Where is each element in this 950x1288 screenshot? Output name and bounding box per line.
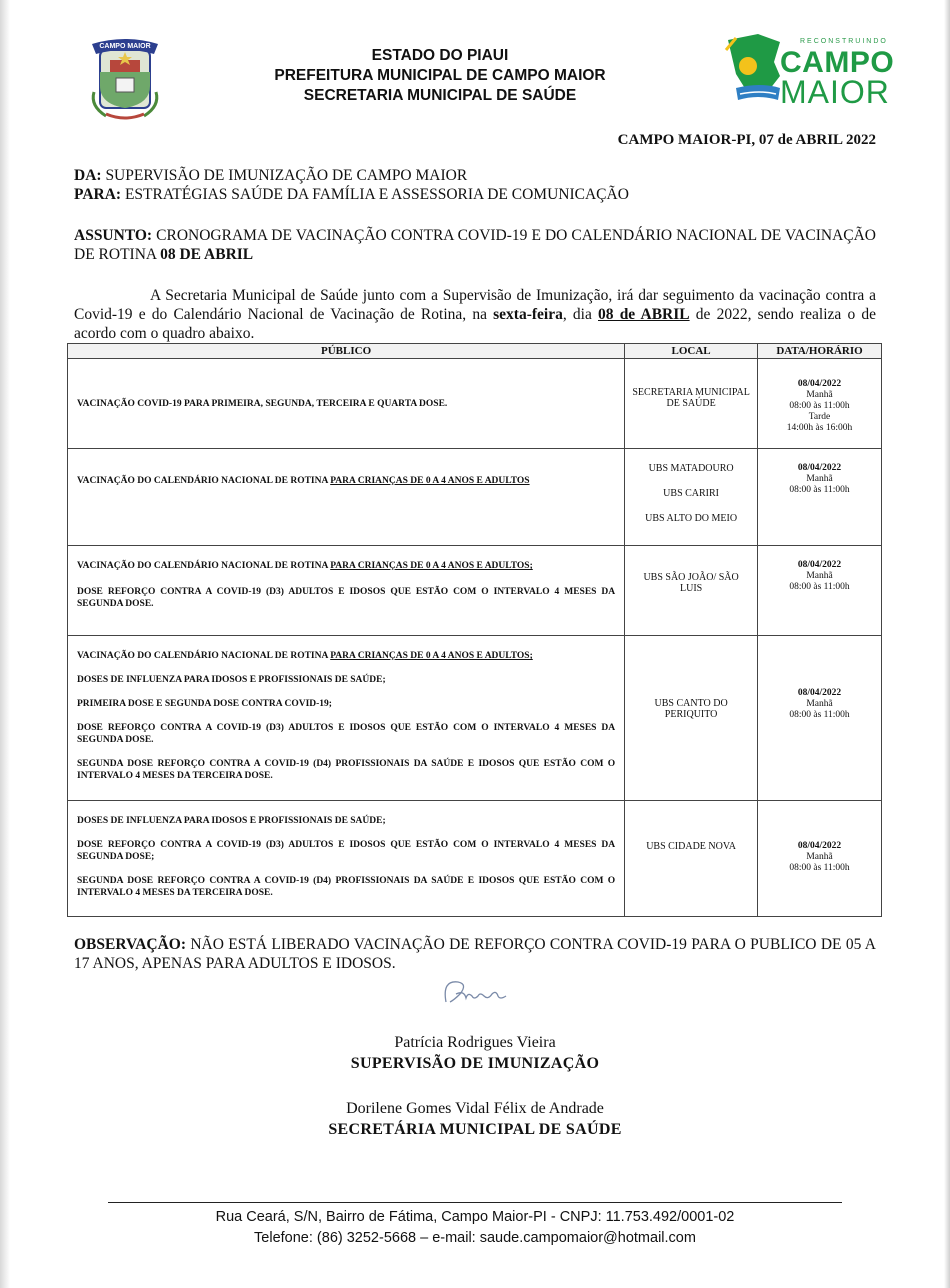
date-text: 08/04/2022 xyxy=(797,841,842,851)
local-cell xyxy=(625,449,758,546)
letterhead xyxy=(200,46,680,106)
signatory-name: Dorilene Gomes Vidal Félix de Andrade xyxy=(346,1100,604,1117)
publico-cell xyxy=(68,801,625,917)
data-cell xyxy=(758,449,882,546)
crest-banner-text: CAMPO MAIOR xyxy=(99,43,151,50)
to-value: ESTRATÉGIAS SAÚDE DA FAMÍLIA E ASSESSORIA DE COMUNICAÇÃO xyxy=(121,186,629,203)
to-line xyxy=(74,185,629,204)
publico-underlined: PARA CRIANÇAS DE 0 A 4 ANOS E ADULTOS; xyxy=(330,651,533,661)
table-row xyxy=(68,636,882,801)
date-text: 08/04/2022 xyxy=(797,379,842,389)
header-secretariat: SECRETARIA MUNICIPAL DE SAÚDE xyxy=(303,87,577,104)
data-cell xyxy=(758,801,882,917)
intro-date: 08 de ABRIL xyxy=(598,306,690,323)
signatory-name: Patrícia Rodrigues Vieira xyxy=(394,1034,556,1051)
publico-cell xyxy=(68,359,625,449)
period-text: Tarde xyxy=(808,412,831,422)
logo-tagline: RECONSTRUINDO xyxy=(800,38,888,45)
local-text: SECRETARIA MUNICIPAL DE SAÚDE xyxy=(632,387,750,409)
publico-text: PRIMEIRA DOSE E SEGUNDA DOSE CONTRA COVID-19; xyxy=(77,699,332,709)
to-label: PARA: xyxy=(74,186,122,203)
period-text: Manhã xyxy=(806,571,833,581)
signatory-block-1 xyxy=(200,1032,750,1074)
footer xyxy=(100,1207,850,1249)
from-value: SUPERVISÃO DE IMUNIZAÇÃO DE CAMPO MAIOR xyxy=(101,167,468,184)
subject-label: ASSUNTO: xyxy=(74,227,153,244)
publico-text xyxy=(77,475,615,487)
local-text: UBS SÃO JOÃO/ SÃO LUIS xyxy=(643,572,739,594)
publico-prefix: VACINAÇÃO DO CALENDÁRIO NACIONAL DE ROTINA xyxy=(77,561,331,571)
publico-cell xyxy=(68,636,625,801)
intro-text: A Secretaria Municipal de Saúde junto com a Supervisão de Imunização, irá dar seguimento da vacinação contra a Covid-19 e do Calendário Nacional de Vacinação de Rotina, na xyxy=(74,287,876,323)
period-text: Manhã xyxy=(806,474,833,484)
publico-text: DOSE REFORÇO CONTRA A COVID-19 (D3) ADULTOS E IDOSOS QUE ESTÃO COM O INTERVALO 4 MESES DA SEGUNDA DOSE. xyxy=(77,723,616,745)
observation-text: NÃO ESTÁ LIBERADO VACINAÇÃO DE REFORÇO CONTRA COVID-19 PARA O PUBLICO DE 05 A 17 ANOS, APENAS PARA ADULTOS E IDOSOS. xyxy=(74,936,876,972)
subject-value: CRONOGRAMA DE VACINAÇÃO CONTRA COVID-19 E DO CALENDÁRIO NACIONAL DE VACINAÇÃO DE ROTINA xyxy=(74,227,876,263)
handwritten-signature-icon xyxy=(438,972,518,1012)
addressing-block xyxy=(74,166,629,204)
logo-word-campo: CAMPO xyxy=(780,46,895,79)
hours-text: 08:00 às 11:00h xyxy=(789,485,850,495)
data-cell xyxy=(758,636,882,801)
intro-text: de 2022, sendo realiza o de acordo com o quadro abaixo. xyxy=(74,306,876,342)
period-text: Manhã xyxy=(806,852,833,862)
publico-prefix: VACINAÇÃO DO CALENDÁRIO NACIONAL DE ROTINA xyxy=(77,651,331,661)
publico-underlined: PARA CRIANÇAS DE 0 A 4 ANOS E ADULTOS; xyxy=(330,561,533,571)
table-row xyxy=(68,801,882,917)
publico-text xyxy=(77,560,615,572)
local-text: UBS CANTO DO PERIQUITO xyxy=(654,698,728,720)
publico-underlined: PARA CRIANÇAS DE 0 A 4 ANOS E ADULTOS xyxy=(330,476,530,486)
hours-text: 14:00h às 16:00h xyxy=(786,423,853,433)
local-text: UBS MATADOURO xyxy=(648,463,734,474)
observation-label: OBSERVAÇÃO: xyxy=(74,936,186,953)
date-text: 08/04/2022 xyxy=(797,688,842,698)
table-row xyxy=(68,546,882,636)
publico-text: DOSES DE INFLUENZA PARA IDOSOS E PROFISSIONAIS DE SAÚDE; xyxy=(77,675,386,685)
municipal-crest-icon xyxy=(86,32,164,122)
publico-text: VACINAÇÃO COVID-19 PARA PRIMEIRA, SEGUNDA, TERCEIRA E QUARTA DOSE. xyxy=(77,398,448,409)
signatory-role: SUPERVISÃO DE IMUNIZAÇÃO xyxy=(350,1055,600,1072)
publico-cell xyxy=(68,449,625,546)
publico-text: SEGUNDA DOSE REFORÇO CONTRA A COVID-19 (D4) PROFISSIONAIS DA SAÚDE E IDOSOS QUE ESTÃO COM O INTERVALO 4 MESES DA TERCEIRA DOSE. xyxy=(77,876,616,898)
column-header-data: DATA/HORÁRIO xyxy=(758,344,882,359)
local-cell xyxy=(625,801,758,917)
page-edge-shadow xyxy=(944,0,950,1288)
header-prefecture: PREFEITURA MUNICIPAL DE CAMPO MAIOR xyxy=(274,67,606,84)
observation-note xyxy=(74,935,876,973)
intro-weekday: sexta-feira xyxy=(493,306,563,323)
publico-text: SEGUNDA DOSE REFORÇO CONTRA A COVID-19 (D4) PROFISSIONAIS DA SAÚDE E IDOSOS QUE ESTÃO COM O INTERVALO 4 MESES DA TERCEIRA DOSE. xyxy=(77,759,616,781)
from-line xyxy=(74,166,629,185)
publico-text: DOSES DE INFLUENZA PARA IDOSOS E PROFISSIONAIS DE SAÚDE; xyxy=(77,816,386,826)
column-header-publico: PÚBLICO xyxy=(68,344,625,359)
period-text: Manhã xyxy=(806,699,833,709)
publico-cell xyxy=(68,546,625,636)
logo-word-maior: MAIOR xyxy=(780,74,890,110)
hours-text: 08:00 às 11:00h xyxy=(789,863,850,873)
publico-text: DOSE REFORÇO CONTRA A COVID-19 (D3) ADULTOS E IDOSOS QUE ESTÃO COM O INTERVALO 4 MESES DA SEGUNDA DOSE. xyxy=(77,587,616,609)
publico-text: DOSE REFORÇO CONTRA A COVID-19 (D3) ADULTOS E IDOSOS QUE ESTÃO COM O INTERVALO 4 MESES DA SEGUNDA DOSE; xyxy=(77,840,616,862)
table-row xyxy=(68,449,882,546)
intro-paragraph xyxy=(74,286,876,343)
publico-text xyxy=(77,650,615,662)
subject-line xyxy=(74,226,876,264)
data-cell xyxy=(758,359,882,449)
local-cell xyxy=(625,636,758,801)
vaccination-schedule-table xyxy=(67,343,882,917)
local-text: UBS CIDADE NOVA xyxy=(646,841,737,852)
local-text: UBS CARIRI xyxy=(663,488,720,499)
publico-prefix: VACINAÇÃO DO CALENDÁRIO NACIONAL DE ROTINA xyxy=(77,476,331,486)
date-text: 08/04/2022 xyxy=(797,463,842,473)
hours-text: 08:00 às 11:00h xyxy=(789,582,850,592)
signatory-block-2 xyxy=(200,1098,750,1140)
from-label: DA: xyxy=(74,167,102,184)
footer-divider xyxy=(108,1202,842,1203)
footer-contact: Telefone: (86) 3252-5668 – e-mail: saude.campomaior@hotmail.com xyxy=(254,1230,696,1246)
period-text: Manhã xyxy=(806,390,833,400)
hours-text: 08:00 às 11:00h xyxy=(789,710,850,720)
hours-text: 08:00 às 11:00h xyxy=(789,401,850,411)
signatory-role: SECRETÁRIA MUNICIPAL DE SAÚDE xyxy=(328,1121,622,1138)
data-cell xyxy=(758,546,882,636)
document-date: CAMPO MAIOR-PI, 07 de ABRIL 2022 xyxy=(617,132,876,148)
subject-date: 08 DE ABRIL xyxy=(160,246,254,263)
page-edge-shadow xyxy=(0,0,10,1288)
table-header-row xyxy=(68,344,882,359)
local-cell xyxy=(625,546,758,636)
intro-text: , dia xyxy=(562,306,599,323)
local-text: UBS ALTO DO MEIO xyxy=(645,513,738,524)
column-header-local: LOCAL xyxy=(625,344,758,359)
local-cell xyxy=(625,359,758,449)
table-row xyxy=(68,359,882,449)
date-text: 08/04/2022 xyxy=(797,560,842,570)
footer-address: Rua Ceará, S/N, Bairro de Fátima, Campo Maior-PI - CNPJ: 11.753.492/0001-02 xyxy=(215,1209,735,1225)
header-state: ESTADO DO PIAUI xyxy=(371,47,509,64)
